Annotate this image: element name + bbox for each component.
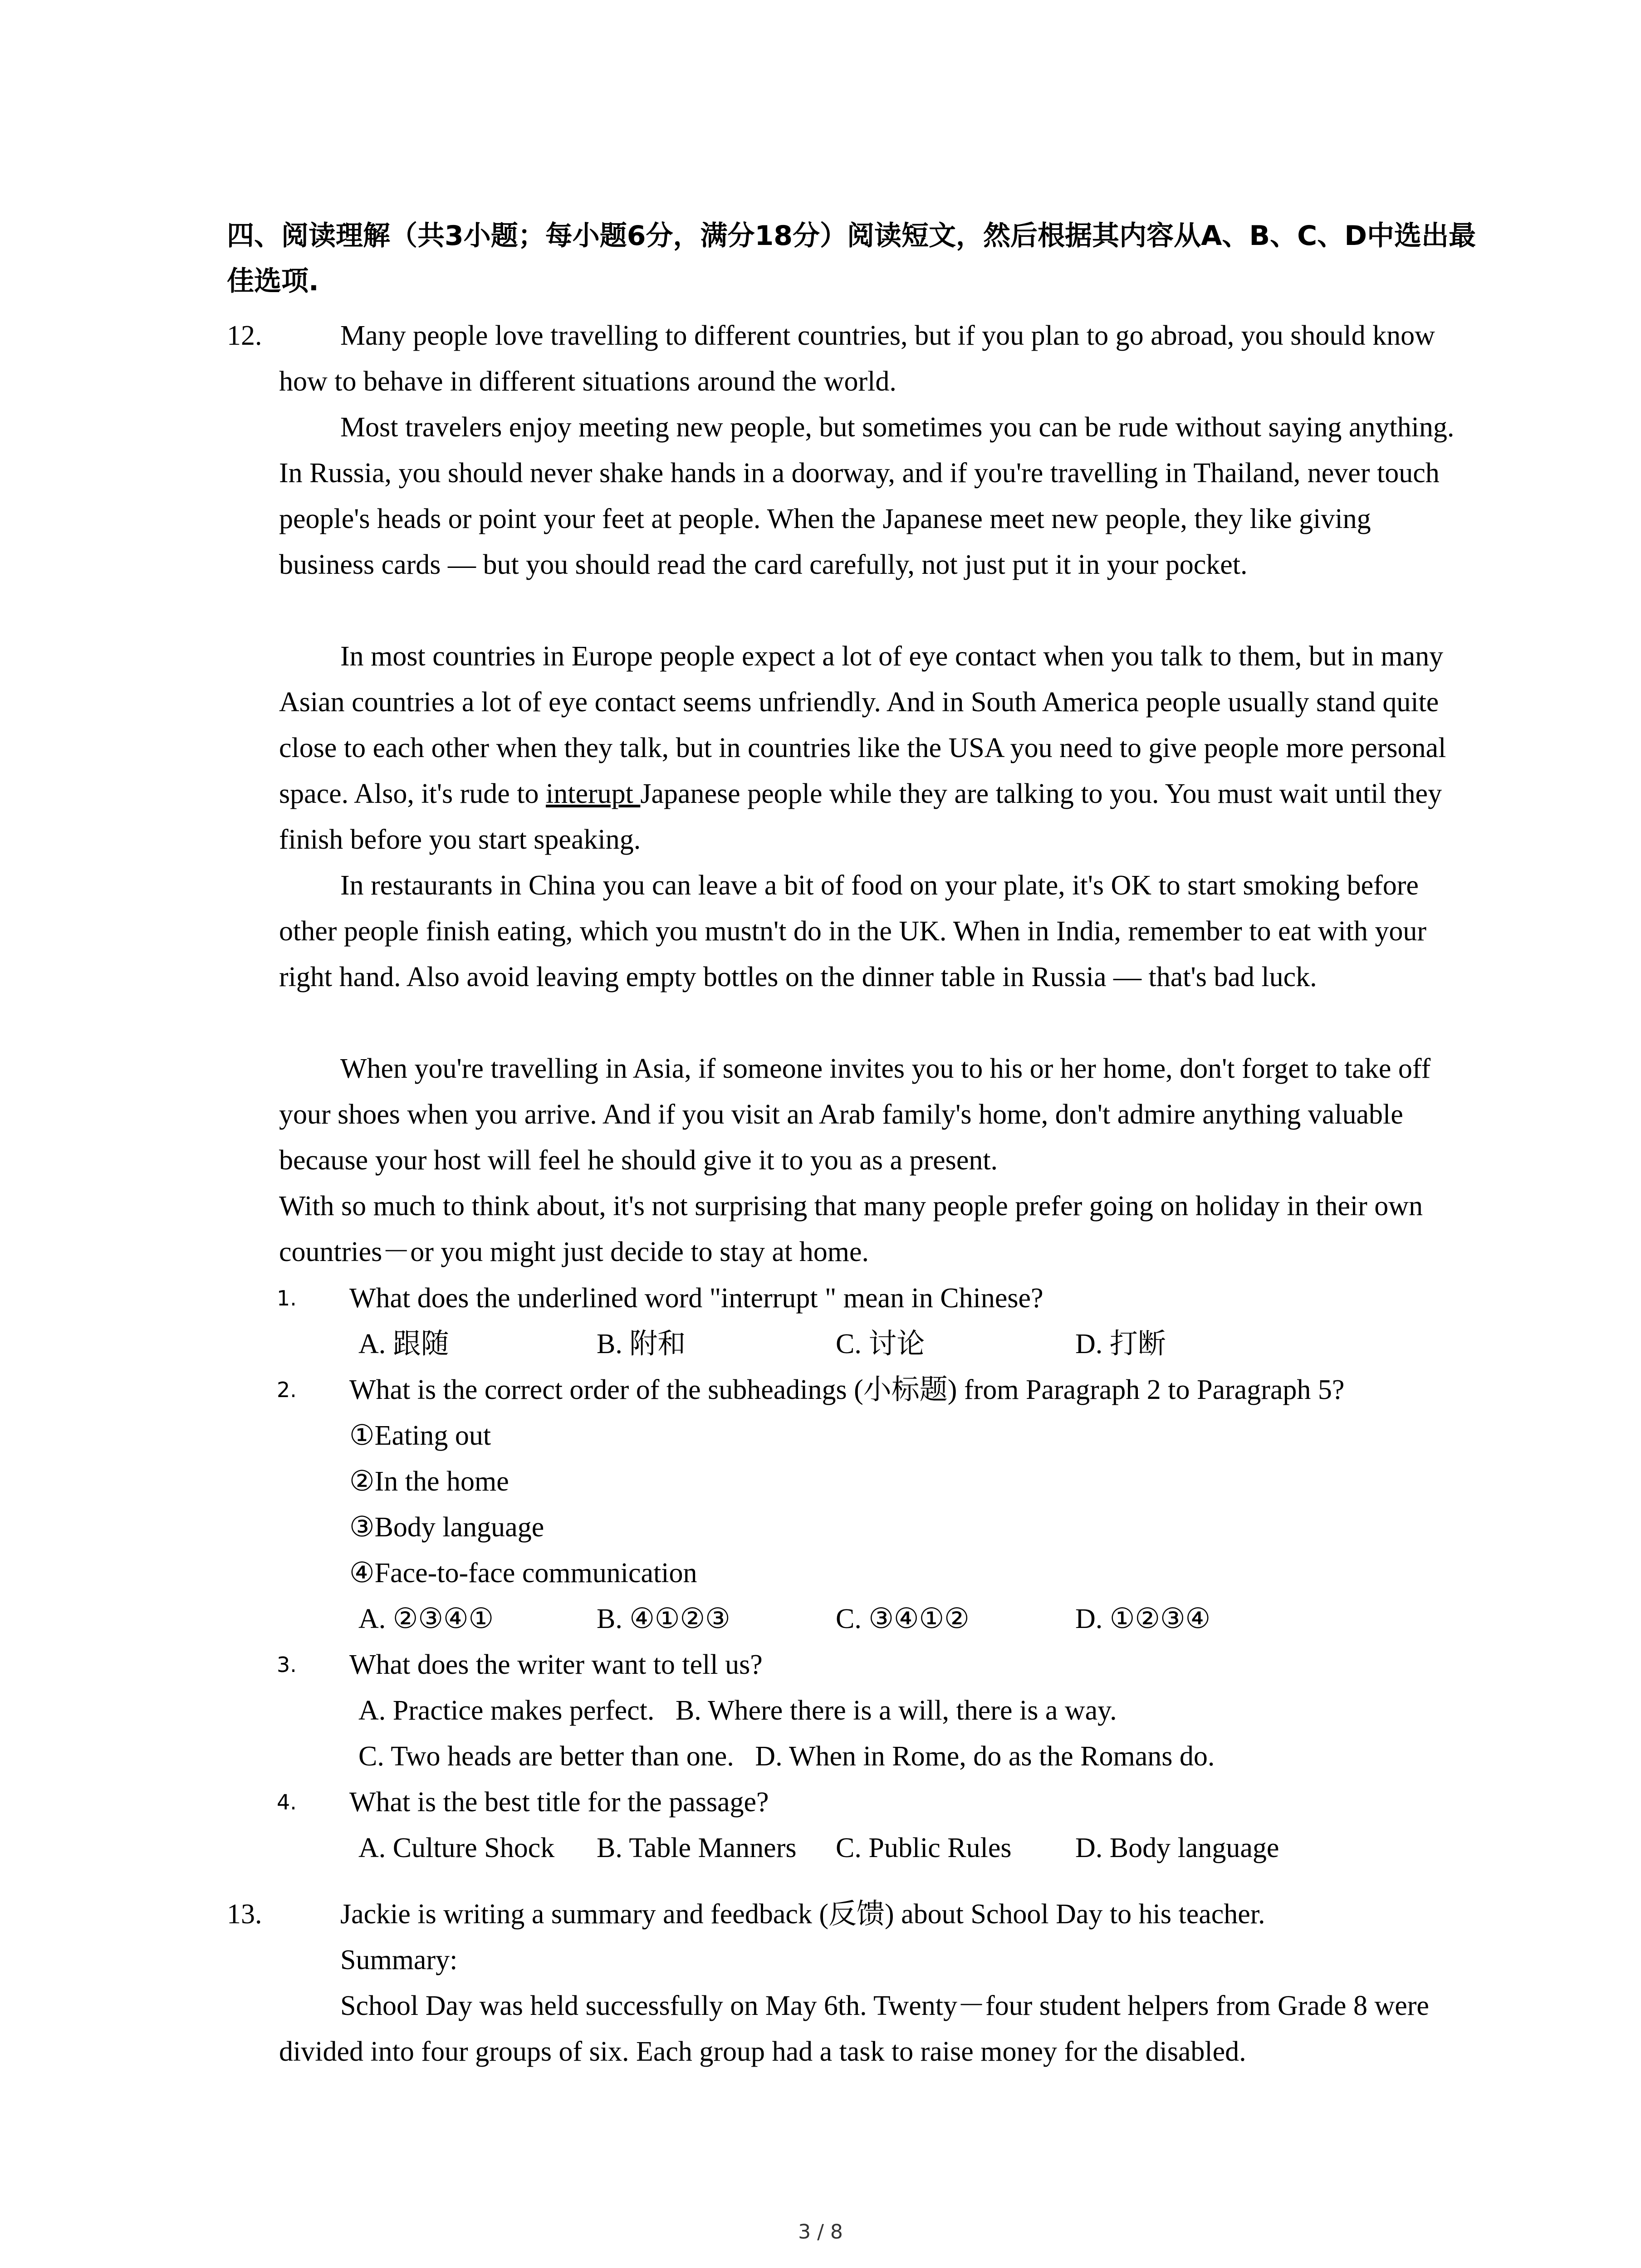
paragraph-3-text-before: In most countries in Europe people expect a lot of eye contact when you talk to them, but in many Asian countries a lot of eye contact seems unfriendly. And in South America people usually stand quite close to each other when they talk, but in countries like the USA you need to give people more personal space. Also, it's rude to [279,641,1446,809]
underlined-word: interupt [546,778,641,809]
q1-option-b: B. 附和 [597,1329,686,1359]
q2-option-a: A. ②③④① [358,1603,494,1634]
q1-option-a: A. 跟随 [358,1329,449,1359]
passage-paragraph-4: In restaurants in China you can leave a bit of food on your plate, it's OK to start smoking before other people finish eating, which you mustn't do in the UK. When in India, remember to eat with your right hand. Also avoid leaving empty bottles on the dinner table in Russia — that's bad luck. [279,870,1427,992]
subheading-item-2: ②In the home [349,1466,509,1497]
sub-question-2-stem: What is the correct order of the subheadings (小标题) from Paragraph 2 to Paragraph 5? [349,1374,1345,1405]
summary-label: Summary: [340,1945,458,1975]
subheading-item-3: ③Body language [349,1512,544,1543]
q2-option-c: C. ③④①② [836,1603,970,1634]
q2-option-b: B. ④①②③ [597,1603,730,1634]
paragraph-3-text-after: Japanese people while they are talking to you. You must wait until they finish before you start speaking. [279,778,1442,855]
question-number-12: 12. [227,320,262,351]
q4-option-d: D. Body language [1075,1833,1279,1863]
q4-option-a: A. Culture Shock [358,1833,555,1863]
sub-question-number-2: 2. [277,1378,297,1402]
sub-question-3-stem: What does the writer want to tell us? [349,1649,763,1680]
q4-option-c: C. Public Rules [836,1833,1012,1863]
q1-option-c: C. 讨论 [836,1329,925,1359]
passage-paragraph-3 [279,634,1459,863]
page-number: 3 / 8 [798,2220,843,2244]
summary-text: School Day was held successfully on May 6th. Twenty－four student helpers from Grade 8 were divided into four groups of six. Each group had a task to raise money for the disabled. [279,1990,1429,2067]
sub-question-number-4: 4. [277,1790,297,1814]
passage-paragraph-1: Many people love travelling to different countries, but if you plan to go abroad, you should know how to behave in different situations around the world. [279,320,1435,397]
passage-paragraph-5: When you're travelling in Asia, if someone invites you to his or her home, don't forget to take off your shoes when you arrive. And if you visit an Arab family's home, don't admire anything valuable because your host will feel he should give it to you as a present. [279,1053,1431,1176]
subheading-item-1: ①Eating out [349,1420,491,1451]
q4-option-b: B. Table Manners [597,1833,797,1863]
sub-question-number-3: 3. [277,1652,297,1677]
sub-question-1-stem: What does the underlined word "interrupt " mean in Chinese? [349,1283,1043,1314]
passage-paragraph-2: Most travelers enjoy meeting new people, but sometimes you can be rude without saying anything. In Russia, you should never shake hands in a doorway, and if you're travelling in Thailand, never touch people's heads or point your feet at people. When the Japanese meet new people, they like giving business cards — but you should read the card carefully, not just put it in your pocket. [279,412,1455,580]
question-number-13: 13. [227,1899,262,1930]
passage-paragraph-6: With so much to think about, it's not surprising that many people prefer going on holiday in their own countries－or you might just decide to stay at home. [279,1191,1423,1267]
q2-option-d: D. ①②③④ [1075,1603,1211,1634]
q13-intro: Jackie is writing a summary and feedback (反馈) about School Day to his teacher. [340,1899,1265,1930]
section-heading: 四、阅读理解（共3小题；每小题6分，满分18分）阅读短文，然后根据其内容从A、B、C、D中选出最佳选项. [227,220,1476,297]
subheading-item-4: ④Face-to-face communication [349,1558,697,1589]
q3-options-line-2: C. Two heads are better than one. D. When in Rome, do as the Romans do. [358,1741,1215,1772]
sub-question-number-1: 1. [277,1286,297,1310]
q1-option-d: D. 打断 [1075,1329,1166,1359]
q3-options-line-1: A. Practice makes perfect. B. Where there is a will, there is a way. [358,1695,1117,1726]
sub-question-4-stem: What is the best title for the passage? [349,1787,769,1818]
